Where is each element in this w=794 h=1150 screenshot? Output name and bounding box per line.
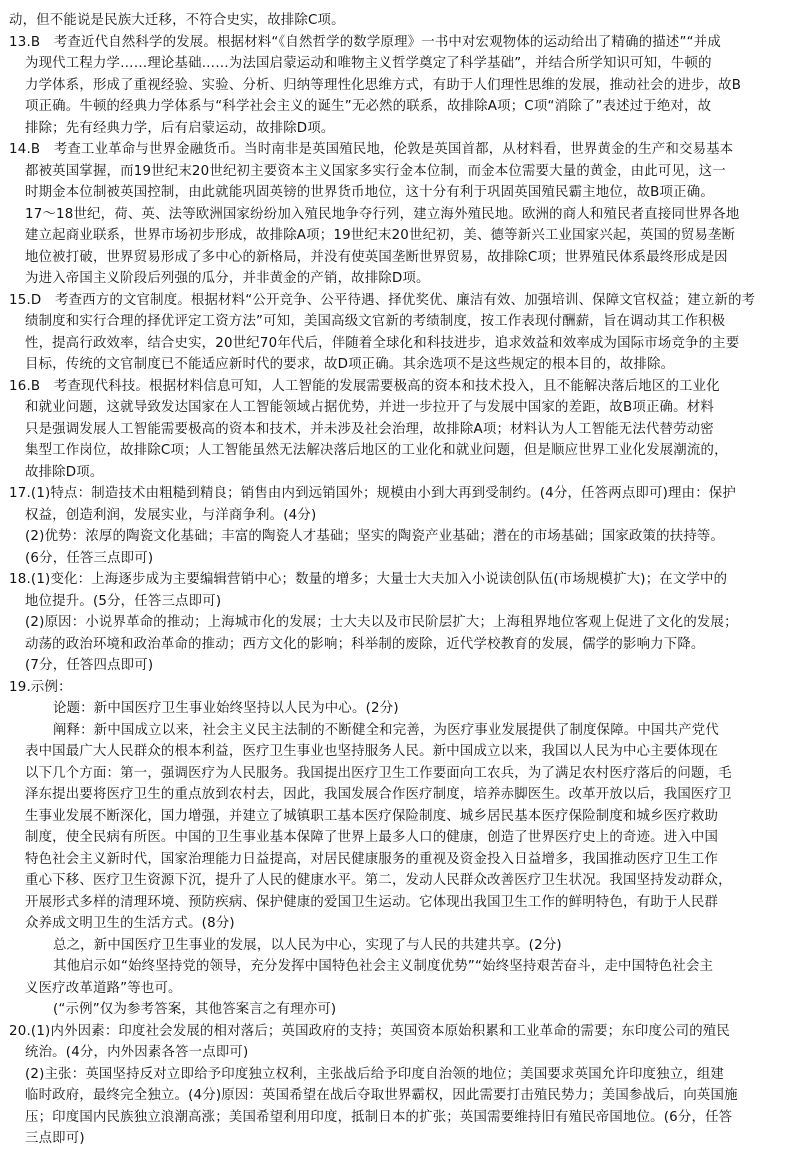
answer-19-line: 论题：新中国医疗卫生事业始终坚持以人民为中心。(2分) bbox=[53, 701, 399, 716]
answer-16-line: 和就业问题，这就导致发达国家在人工智能领域占据优势，并进一步拉开了与发展中国家的差距，故B项正确。材料 bbox=[25, 400, 714, 415]
answer-18-line: 动荡的政治环境和政治革命的推动；西方文化的影响；科举制的废除，近代学校教育的发展，儒学的影响力下降。 bbox=[25, 636, 705, 652]
answer-19-line: (“示例”仅为参考答案，其他答案言之有理亦可) bbox=[53, 1002, 337, 1017]
answer-13-line: 力学体系，形成了重视经验、实验、分析、归纳等理性化思维方式，有助于人们理性思维的发展，推动社会的进步，故B bbox=[25, 77, 742, 93]
answer-19-line: 19.示例： bbox=[9, 679, 72, 695]
answer-15-line: 绩制度和实行合理的择优评定工资方法”可知，美国高级文官新的考绩制度，按工作表现付酬薪，旨在调动其工作积极 bbox=[25, 314, 726, 329]
answer-19-line: 生事业发展不断深化，国力增强，并建立了城镇职工基本医疗保险制度、城乡居民基本医疗保险制度和城乡医疗救助 bbox=[25, 808, 719, 824]
answer-19-line: 其他启示如“始终坚持党的领导，充分发挥中国特色社会主义制度优势”“始终坚持艰苦奋斗，走中国特色社会主 bbox=[53, 959, 714, 974]
answer-14-line: 都被英国掌握，而19世纪末20世纪初主要资本主义国家多实行金本位制，而金本位需要大量的黄金，由此可见，这一 bbox=[25, 163, 726, 179]
answer-15-line: 性，提高行政效率，结合史实，20世纪70年代后，伴随着全球化和科技进步，追求效益和效率成为国际市场竞争的主要 bbox=[25, 335, 740, 351]
answer-19-line: 重心下移、医疗卫生资源下沉，提升了人民的健康水平。第二，发动人民群众改善医疗卫生状况。我国坚持发动群众， bbox=[25, 873, 732, 888]
answer-19-line: 众养成文明卫生的生活方式。(8分) bbox=[25, 916, 235, 931]
answer-18-line: (2)原因：小说界革命的推动；上海城市化的发展；士大夫以及市民阶层扩大；上海租界地位客观上促进了文化的发展； bbox=[25, 615, 738, 630]
text-line: 动，但不能说是民族大迁移，不符合史实，故排除C项。 bbox=[9, 13, 345, 28]
answer-17-line: 权益，创造利润，发展实业，与洋商争利。(4分) bbox=[25, 507, 317, 523]
answer-document bbox=[9, 10, 777, 1150]
answer-19-line: 特色社会主义新时代，国家治理能力日益提高，对居民健康服务的重视及资金投入日益增多，我国推动医疗卫生工作 bbox=[25, 851, 719, 867]
answer-13-line: 项正确。牛顿的经典力学体系与“科学社会主义的诞生”无必然的联系，故排除A项；C项“消除了”表述过于绝对，故 bbox=[25, 99, 712, 114]
answer-13-line: 为现代工程力学……理论基础……为法国启蒙运动和唯物主义哲学奠定了科学基础”，并结合所学知识可知，牛顿的 bbox=[25, 56, 712, 71]
answer-17-line: (2)优势：浓厚的陶瓷文化基础；丰富的陶瓷人才基础；坚实的陶瓷产业基础；潜在的市场基础；国家政策的扶持等。 bbox=[25, 529, 725, 544]
answer-14-line: 地位被打破，世界贸易形成了多中心的新格局，并没有使英国垄断世界贸易，故排除C项；世界殖民体系最终形成是因 bbox=[25, 249, 728, 265]
answer-20-line: 临时政府，最终完全独立。(4分)原因：英国希望在战后夺取世界霸权，因此需要打击殖民势力；美国参战后，向英国施 bbox=[25, 1088, 738, 1103]
answer-19-line: 表中国最广大人民群众的根本利益，医疗卫生事业也坚持服务人民。新中国成立以来，我国以人民为中心主要体现在 bbox=[25, 744, 719, 759]
answer-20-line: 三点即可) bbox=[25, 1131, 85, 1146]
answer-14-line: 17～18世纪，荷、英、法等欧洲国家纷纷加入殖民地争夺行列，建立海外殖民地。欧洲的商人和殖民者直接同世界各地 bbox=[25, 206, 740, 222]
answer-19-line: 以下几个方面：第一，强调医疗为人民服务。我国提出医疗卫生工作要面向工农兵，为了满足农村医疗落后的问题，毛 bbox=[25, 765, 732, 781]
answer-18 bbox=[9, 569, 777, 677]
answer-19-line: 开展形式多样的清理环境、预防疾病、保护健康的爱国卫生运动。它体现出我国卫生工作的鲜明特色，有助于人民群 bbox=[25, 894, 719, 910]
answer-17-line: (6分，任答三点即可) bbox=[25, 550, 154, 566]
answer-15 bbox=[9, 290, 777, 376]
answer-19-line: 制度，使全民病有所医。中国的卫生事业基本保障了世界上最多人口的健康，创造了世界医疗史上的奇迹。进入中国 bbox=[25, 830, 719, 845]
answer-15-line: 目标，传统的文官制度已不能适应新时代的要求，故D项正确。其余选项不是这些规定的根本目的，故排除。 bbox=[25, 357, 675, 372]
answer-20-line: (2)主张：英国坚持反对立即给予印度独立权利，主张战后给予印度自治领的地位；美国要求英国允许印度独立，组建 bbox=[25, 1066, 725, 1082]
answer-20 bbox=[9, 1021, 777, 1150]
answer-16-line: 只是强调发展人工智能需要极高的资本和技术，并未涉及社会治理，故排除A项；材料认为人工智能无法代替劳动密 bbox=[25, 421, 714, 437]
answer-14 bbox=[9, 139, 777, 290]
answer-17-line: 17.(1)特点：制造技术由粗糙到精良；销售由内到远销国外；规模由小到大再到受制约。(4分，任答两点即可)理由：保护 bbox=[9, 486, 736, 501]
answer-19 bbox=[9, 677, 777, 1021]
answer-13-line: 排除；先有经典力学，后有启蒙运动，故排除D项。 bbox=[25, 120, 335, 136]
answer-20-line: 统治。(4分，内外因素各答一点即可) bbox=[25, 1045, 249, 1060]
answer-19-line: 泽东提出要将医疗卫生的重点放到农村去，因此，我国发展合作医疗制度，培养赤脚医生。改革开放以后，我国医疗卫 bbox=[25, 787, 732, 802]
answer-18-line: 18.(1)变化：上海逐步成为主要编辑营销中心；数量的增多；大量士大夫加入小说读创队伍(市场规模扩大)；在文学中的 bbox=[9, 572, 728, 587]
answer-13-line: 13.B 考查近代自然科学的发展。根据材料“《自然哲学的数学原理》一书中对宏观物体的运动给出了精确的描述”“并成 bbox=[9, 34, 721, 50]
answer-19-line: 阐释：新中国成立以来，社会主义民主法制的不断健全和完善，为医疗事业发展提供了制度保障。中国共产党代 bbox=[53, 722, 719, 738]
answer-17 bbox=[9, 483, 777, 569]
answer-18-line: (7分，任答四点即可) bbox=[25, 658, 154, 673]
answer-20-line: 20.(1)内外因素：印度社会发展的相对落后；英国政府的支持；英国资本原始积累和工业革命的需要；东印度公司的殖民 bbox=[9, 1023, 730, 1039]
answer-14-line: 14.B 考查工业革命与世界金融货币。当时南非是英国殖民地，伦敦是英国首都，从材料看，世界黄金的生产和交易基本 bbox=[9, 142, 734, 157]
answer-18-line: 地位提升。(5分，任答三点即可) bbox=[25, 593, 222, 609]
answer-16-line: 故排除D项。 bbox=[25, 464, 104, 480]
answer-14-line: 时期金本位制被英国控制，由此就能巩固英镑的世界货币地位，这十分有利于巩固英国殖民霸主地位，故B项正确。 bbox=[25, 185, 714, 200]
answer-16 bbox=[9, 376, 777, 484]
answer-20-line: 压；印度国内民族独立浪潮高涨；美国希望利用印度，抵制日本的扩张；英国需要维持旧有殖民帝国地位。(6分，任答 bbox=[25, 1109, 733, 1125]
answer-16-line: 16.B 考查现代科技。根据材料信息可知，人工智能的发展需要极高的资本和技术投入，且不能解决落后地区的工业化 bbox=[9, 378, 720, 394]
answer-19-line: 义医疗改革道路”等也可。 bbox=[25, 980, 182, 996]
answer-19-line: 总之，新中国医疗卫生事业的发展，以人民为中心，实现了与人民的共建共享。(2分) bbox=[53, 937, 562, 953]
answer-15-line: 15.D 考查西方的文官制度。根据材料“公开竞争、公平待遇、择优奖优、廉洁有效、加强培训、保障文官权益；建立新的考 bbox=[9, 292, 756, 308]
answer-14-line: 为进入帝国主义阶段后列强的瓜分，并非黄金的产销，故排除D项。 bbox=[25, 271, 430, 286]
answer-13 bbox=[9, 32, 777, 140]
answer-16-line: 集型工作岗位，故排除C项；人工智能虽然无法解决落后地区的工业化和就业问题，但是顺应世界工业化发展潮流的， bbox=[25, 443, 728, 458]
answer-14-line: 建立起商业联系，世界市场初步形成，故排除A项；19世纪末20世纪初，美、德等新兴工业国家兴起，英国的贸易垄断 bbox=[25, 228, 736, 243]
